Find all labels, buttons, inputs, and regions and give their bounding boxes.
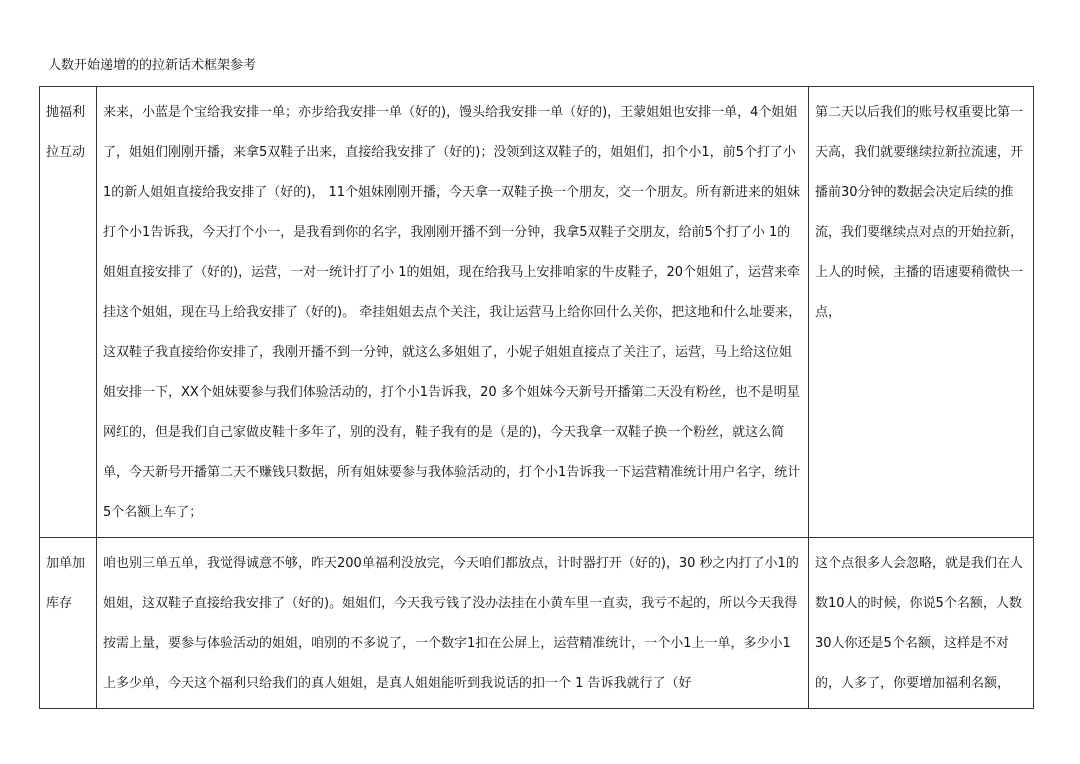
row-script: 来来，小蓝是个宝给我安排一单；亦步给我安排一单（好的)，馒头给我安排一单（好的)，王蒙姐姐也安排一单，4个姐姐了，姐姐们刚刚开播，来拿5双鞋子出来，直接给我安排了（好的)；没领到这双鞋子的，姐姐们，扣个小1，前5个打了小 1的新人姐姐直接给我安排了（好的)， 11个姐妹刚刚开播，今天拿一双鞋子换一个朋友，交一个朋友。所有新进来的姐妹打个小1告诉我，今天打个小一，是我看到你的名字，我刚刚开播不到一分钟，我拿5双鞋子交朋友，给前5个打了小 1的姐姐直接安排了（好的)，运营，一对一统计打了小 1的姐姐，现在给我马上安排咱家的牛皮鞋子，20个姐姐了，运营来牵挂这个姐姐，现在马上给我安排了（好的)。 牵挂姐姐去点个关注，我让运营马上给你回什么关你，把这地和什么址要来，这双鞋子我直接给你安排了，我刚开播不到一分钟，就这么多姐姐了，小妮子姐姐直接点了关注了，运营，马上给这位姐姐安排一下，XX个姐妹要参与我们体验活动的，打个小1告诉我，20 多个姐妹今天新号开播第二天没有粉丝，也不是明星网红的，但是我们自己家做皮鞋十多年了，别的没有，鞋子我有的是（是的)，今天我拿一双鞋子换一个粉丝，就这么简单，今天新号开播第二天不赚钱只数据，所有姐妹要参与我体验活动的，打个小1告诉我一下运营精准统计用户名字，统计5个名额上车了； bbox=[97, 87, 809, 538]
row-script: 咱也别三单五单，我觉得诚意不够，昨天200单福利没放完，今天咱们都放点，计时器打开（好的)，30 秒之内打了小1的姐姐，这双鞋子直接给我安排了（好的)。姐姐们，今天我亏钱了没办法挂在小黄车里一直卖，我亏不起的，所以今天我得按需上量，要参与体验活动的姐姐，咱别的不多说了，一个数字1扣在公屏上，运营精准统计，一个小1上一单，多少小1上多少单，今天这个福利只给我们的真人姐姐，是真人姐姐能听到我说话的扣一个 1 告诉我就行了（好 bbox=[97, 538, 809, 709]
row-note: 第二天以后我们的账号权重要比第一天高，我们就要继续拉新拉流速，开播前30分钟的数据会决定后续的推流，我们要继续点对点的开始拉新，上人的时候，主播的语速要稍微快一点， bbox=[809, 87, 1034, 538]
row-note: 这个点很多人会忽略，就是我们在人数10人的时候，你说5个名额，人数30人你还是5个名额，这样是不对的，人多了，你要增加福利名额， bbox=[809, 538, 1034, 709]
script-framework-table bbox=[39, 86, 1034, 709]
table-row bbox=[40, 87, 1034, 538]
table-row bbox=[40, 538, 1034, 709]
row-label: 加单加库存 bbox=[40, 538, 97, 709]
page-title: 人数开始递增的的拉新话术框架参考 bbox=[48, 58, 257, 73]
row-label: 抛福利拉互动 bbox=[40, 87, 97, 538]
